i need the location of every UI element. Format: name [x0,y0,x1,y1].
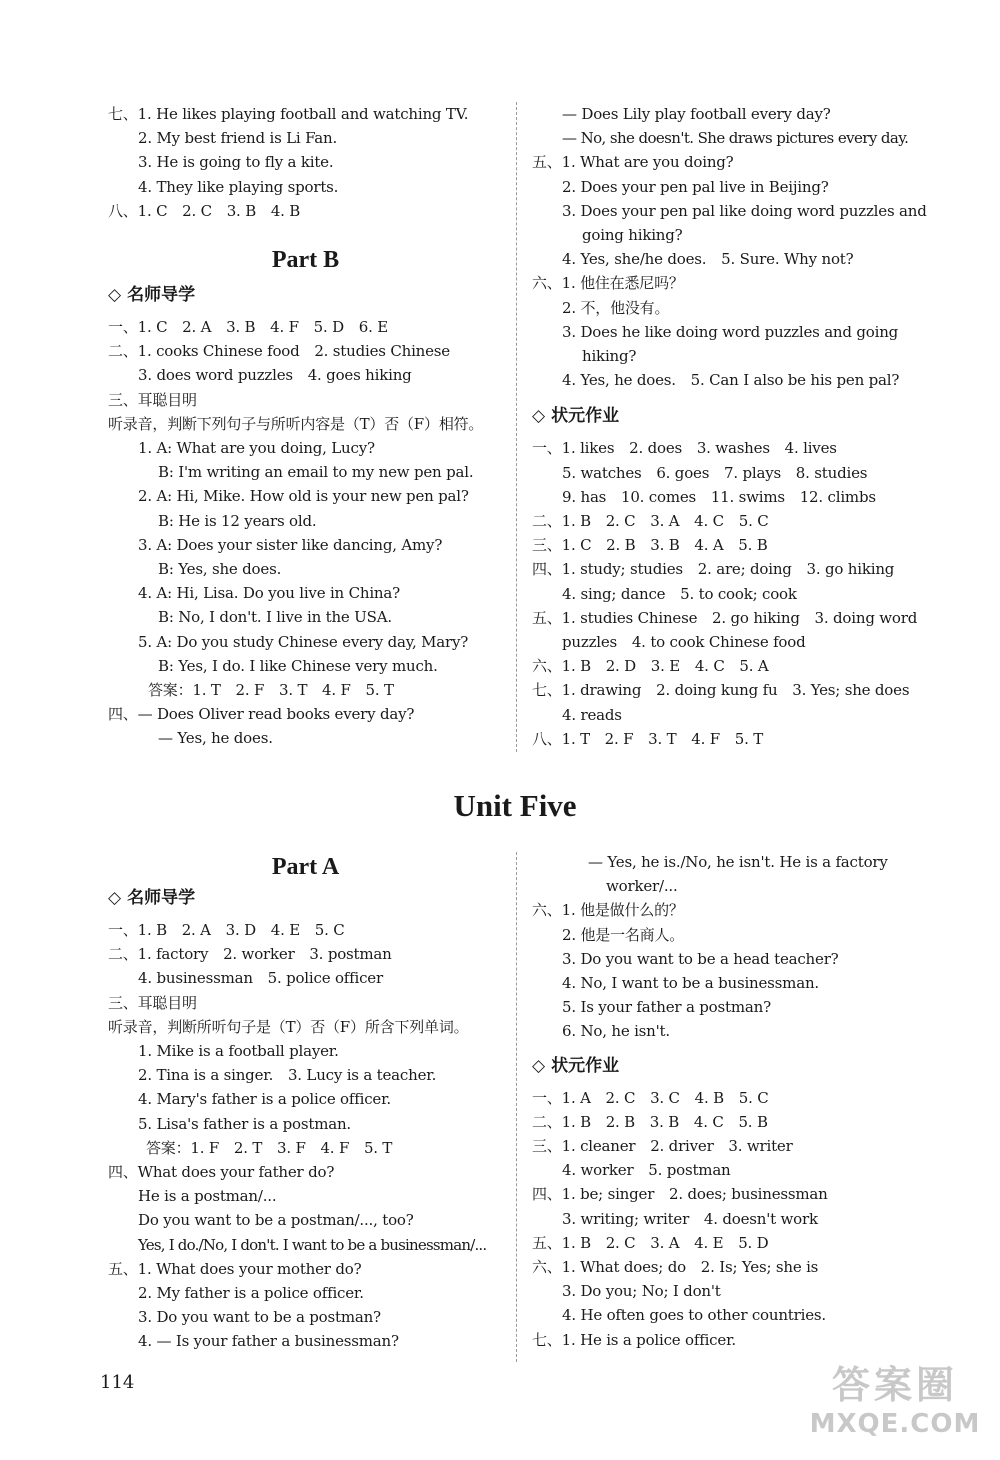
answer-line: — Yes, he does. [158,729,273,748]
section-heading-homework: ◇ 状元作业 [532,1055,620,1076]
answer-line: 3. writing; writer 4. doesn't work [562,1209,818,1228]
dialog-line: B: Yes, she does. [158,560,282,579]
diamond-icon: ◇ [108,285,122,306]
watermark-domain: MXQE.COM [809,1409,981,1439]
answer-line: 七、1. drawing 2. doing kung fu 3. Yes; she does [532,681,910,700]
answer-line: — Yes, he is./No, he isn't. He is a factory [588,853,888,871]
answer-line: 3. He is going to fly a kite. [138,153,334,172]
answer-line: worker/... [606,877,678,896]
answer-line: 3. Does he like doing word puzzles and going [562,322,899,341]
answer-line: 4. worker 5. postman [562,1161,731,1180]
answer-line: 3. Do you; No; I don't [562,1282,721,1301]
answer-line: 二、1. B 2. B 3. B 4. C 5. B [532,1112,768,1131]
answer-line: 听录音，判断所听句子是（T）否（F）所含下列单词。 [108,1017,469,1036]
answer-line: 3. Does your pen pal like doing word puzzles and [562,201,927,220]
answer-line: 4. Mary's father is a police officer. [138,1090,391,1109]
answer-line: 2. Tina is a singer. 3. Lucy is a teacher. [138,1066,437,1085]
dialog-line: B: I'm writing an email to my new pen pal. [158,463,474,482]
answer-line: 4. Yes, she/he does. 5. Sure. Why not? [562,250,854,269]
top-right-column [532,102,932,751]
top-left-column [108,102,503,751]
watermark-logo: 答案圈 [831,1363,958,1407]
answer-line: 2. 他是一名商人。 [562,925,685,944]
answer-line: — No, she doesn't. She draws pictures every day. [562,129,909,148]
answer-line: 五、1. What does your mother do? [108,1259,362,1278]
dialog-line: 5. A: Do you study Chinese every day, Mary? [138,632,469,651]
diamond-icon: ◇ [108,888,122,908]
answer-line: 3. does word puzzles 4. goes hiking [138,366,412,385]
answer-line: 一、1. C 2. A 3. B 4. F 5. D 6. E [108,318,388,337]
dialog-line: B: No, I don't. I live in the USA. [158,608,392,627]
answer-line: 4. Yes, he does. 5. Can I also be his pen pal? [562,371,900,390]
answer-line: 4. reads [562,705,622,724]
answer-line: 四、1. be; singer 2. does; businessman [532,1185,828,1204]
answer-line: 4. sing; dance 5. to cook; cook [562,584,797,603]
answer-line: 八、1. T 2. F 3. T 4. F 5. T [532,729,764,748]
answer-line: 2. My father is a police officer. [138,1284,364,1303]
watermark [800,1354,990,1454]
answer-line: puzzles 4. to cook Chinese food [562,633,806,652]
dialog-line: 1. A: What are you doing, Lucy? [138,439,375,458]
answer-line: 六、1. What does; do 2. Is; Yes; she is [532,1258,819,1277]
dialog-line: B: Yes, I do. I like Chinese very much. [158,656,438,675]
answer-line: 9. has 10. comes 11. swims 12. climbs [562,487,876,506]
answer-line: 三、1. C 2. B 3. B 4. A 5. B [532,536,768,555]
section-heading-guide: ◇ 名师导学 [108,888,196,908]
answer-line: 听录音，判断下列句子与所听内容是（T）否（F）相符。 [108,414,484,433]
answer-line: 六、1. 他住在悉尼吗？ [532,274,684,293]
column-divider [516,102,517,752]
page-number: 114 [100,1372,135,1393]
answer-line: 5. Is your father a postman? [562,998,771,1017]
answer-line: 七、1. He is a police officer. [532,1330,736,1349]
answer-line: 2. 不，他没有。 [562,298,670,317]
answer-line: 一、1. A 2. C 3. C 4. B 5. C [532,1088,769,1107]
answer-line: 三、耳聪目明 [108,993,197,1012]
answer-line: 三、1. cleaner 2. driver 3. writer [532,1137,793,1156]
part-b-heading: Part B [271,247,340,274]
answer-line: 二、1. factory 2. worker 3. postman [108,945,392,964]
bottom-left-column [108,852,503,1354]
answer-line: 五、1. B 2. C 3. A 4. E 5. D [532,1233,769,1252]
answer-line: going hiking? [582,226,683,245]
answer-line: 4. He often goes to other countries. [562,1306,826,1325]
answer-line: 4. No, I want to be a businessman. [562,974,819,993]
answer-line: 五、1. What are you doing? [532,153,734,172]
answer-line: Do you want to be a postman/..., too? [138,1211,414,1230]
answer-line: 3. Do you want to be a postman? [138,1308,381,1327]
answer-line: He is a postman/... [138,1187,277,1206]
diamond-icon: ◇ [532,406,546,427]
answer-line: 一、1. likes 2. does 3. washes 4. lives [532,439,837,458]
column-divider [516,852,517,1362]
answer-line: 2. My best friend is Li Fan. [138,129,338,148]
answer-line: 5. watches 6. goes 7. plays 8. studies [562,463,868,482]
answer-line: hiking? [582,347,637,366]
answer-line: — Does Lily play football every day? [562,105,831,123]
answer-line: 4. businessman 5. police officer [138,969,383,988]
answer-line: 5. Lisa's father is a postman. [138,1114,351,1133]
answer-line: 四、1. study; studies 2. are; doing 3. go hiking [532,560,895,579]
answer-line: 四、What does your father do? [108,1163,335,1182]
dialog-line: 4. A: Hi, Lisa. Do you live in China? [138,584,400,603]
answer-line: 6. No, he isn't. [562,1022,670,1041]
section-heading-homework: ◇ 状元作业 [532,406,620,427]
dialog-line: B: He is 12 years old. [158,511,317,530]
answer-line: 七、1. He likes playing football and watching TV. [108,105,469,123]
unit-title: Unit Five [453,788,577,823]
dialog-line: 2. A: Hi, Mike. How old is your new pen pal? [138,487,469,506]
part-a-heading: Part A [271,854,340,880]
diamond-icon: ◇ [532,1055,546,1076]
answer-line: 2. Does your pen pal live in Beijing? [562,177,829,196]
dialog-line: 3. A: Does your sister like dancing, Amy? [138,535,443,554]
answer-line: 一、1. B 2. A 3. D 4. E 5. C [108,921,345,939]
answer-line: 八、1. C 2. C 3. B 4. B [108,201,301,220]
answer-line: Yes, I do./No, I don't. I want to be a businessman/... [138,1235,487,1254]
answer-line: 1. Mike is a football player. [138,1042,339,1061]
answer-line: 3. Do you want to be a head teacher? [562,949,839,968]
answer-line: 四、— Does Oliver read books every day? [108,705,415,724]
answer-line: 五、1. studies Chinese 2. go hiking 3. doing word [532,608,918,627]
bottom-right-column [532,850,932,1352]
answer-line: 二、1. B 2. C 3. A 4. C 5. C [532,512,769,531]
answer-line: 答案：1. T 2. F 3. T 4. F 5. T [148,681,394,700]
answer-line: 4. They like playing sports. [138,177,339,196]
answer-line: 六、1. 他是做什么的？ [532,901,684,920]
answer-line: 六、1. B 2. D 3. E 4. C 5. A [532,657,769,676]
answer-line: 三、耳聪目明 [108,390,197,409]
section-heading-guide: ◇ 名师导学 [108,285,196,306]
answer-line: 答案：1. F 2. T 3. F 4. F 5. T [146,1138,393,1157]
answer-line: 二、1. cooks Chinese food 2. studies Chinese [108,342,450,361]
answer-line: 4. — Is your father a businessman? [138,1332,399,1351]
